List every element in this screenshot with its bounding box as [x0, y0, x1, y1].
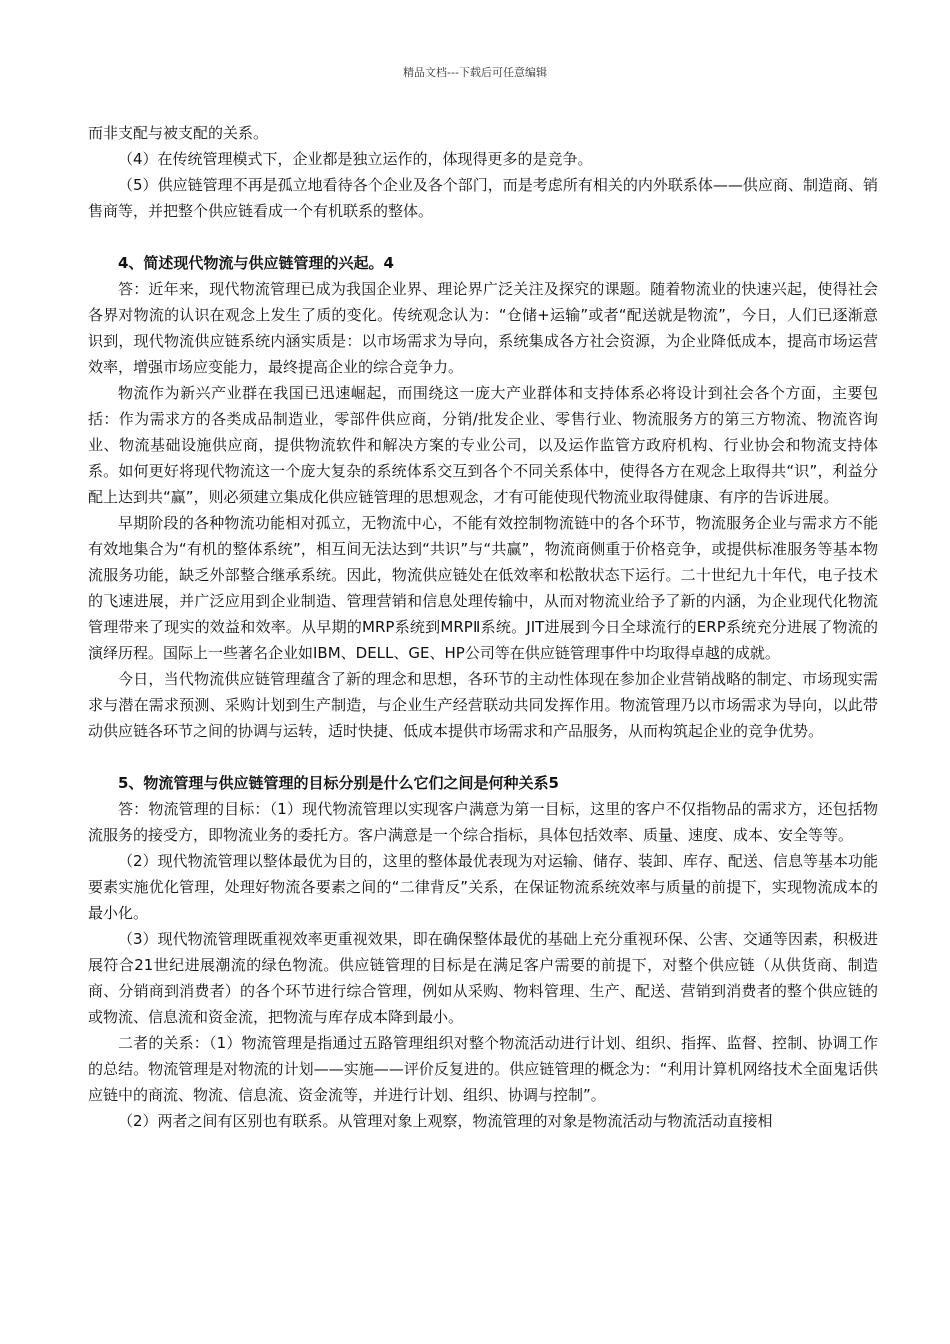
page-header: 精品文档---下载后可任意编辑 [403, 66, 547, 79]
spacer [88, 224, 878, 250]
paragraph: 二者的关系：（1）物流管理是指通过五路管理组织对整个物流活动进行计划、组织、指挥、监督、控制、协调工作的总结。物流管理是对物流的计划——实施——评价反复进的。供应链管理的概念为：“利用计算机网络技术全面鬼话供应链中的商流、物流、信息流、资金流等，并进行计划、组织、协调与控制”。 [88, 1034, 878, 1104]
paragraph: 答：物流管理的目标：（1）现代物流管理以实现客户满意为第一目标，这里的客户不仅指物品的需求方，还包括物流服务的接受方，即物流业务的委托方。客户满意是一个综合指标，具体包括效率、质量、速度、成本、安全等等。 [88, 800, 878, 844]
paragraph: （4）在传统管理模式下，企业都是独立运作的，体现得更多的是竞争。 [118, 150, 593, 168]
paragraph: 物流作为新兴产业群在我国已迅速崛起，而围绕这一庞大产业群体和支持体系必将设计到社会各个方面，主要包括：作为需求方的各类成品制造业，零部件供应商，分销/批发企业、零售行业、物流服务方的第三方物流、物流咨询业、物流基础设施供应商，提供物流软件和解决方案的专业公司，以及运作监管方政府机构、行业协会和物流支持体系。如何更好将现代物流这一个庞大复杂的系统体系交互到各个不同关系体中，使得各方在观念上取得共“识”，利益分配上达到共“赢”，则必须建立集成化供应链管理的思想观念，才有可能使现代物流业取得健康、有序的告诉进展。 [88, 384, 878, 506]
paragraph: 答：近年来，现代物流管理已成为我国企业界、理论界广泛关注及探究的课题。随着物流业的快速兴起，使得社会各界对物流的认识在观念上发生了质的变化。传统观念认为：“仓储+运输”或者“配送就是物流”，今日，人们已逐渐意识到，现代物流供应链系统内涵实质是：以市场需求为导向，系统集成各方社会资源，为企业降低成本，提高市场运营效率，增强市场应变能力，最终提高企业的综合竞争力。 [88, 280, 878, 376]
paragraph: 而非支配与被支配的关系。 [88, 124, 269, 142]
section-heading-5: 5、物流管理与供应链管理的目标分别是什么它们之间是何种关系5 [118, 774, 559, 792]
paragraph: （5）供应链管理不再是孤立地看待各个企业及各个部门，而是考虑所有相关的内外联系体——供应商、制造商、销售商等，并把整个供应链看成一个有机联系的整体。 [88, 176, 878, 220]
paragraph: （2）两者之间有区别也有联系。从管理对象上观察，物流管理的对象是物流活动与物流活动直接相 [118, 1112, 773, 1130]
paragraph: 今日，当代物流供应链管理蕴含了新的理念和思想，各环节的主动性体现在参加企业营销战略的制定、市场现实需求与潜在需求预测、采购计划到生产制造，与企业生产经营联动共同发挥作用。物流管理乃以市场需求为导向，以此带动供应链各环节之间的协调与运转，适时快捷、低成本提供市场需求和产品服务，从而构筑起企业的竞争优势。 [88, 670, 878, 740]
spacer [88, 744, 878, 770]
document-body [88, 120, 878, 1134]
paragraph: 早期阶段的各种物流功能相对孤立，无物流中心，不能有效控制物流链中的各个环节，物流服务企业与需求方不能有效地集合为“有机的整体系统”，相互间无法达到“共识”与“共赢”，物流商侧重于价格竞争，或提供标准服务等基本物流服务功能，缺乏外部整合继承系统。因此，物流供应链处在低效率和松散状态下运行。二十世纪九十年代，电子技术的飞速进展，并广泛应用到企业制造、管理营销和信息处理传输中，从而对物流业给予了新的内涵，为企业现代化物流管理带来了现实的效益和效率。从早期的MRP系统到MRPⅡ系统。JIT进展到今日全球流行的ERP系统充分进展了物流的演绎历程。国际上一些著名企业如IBM、DELL、GE、HP公司等在供应链管理事件中均取得卓越的成就。 [88, 514, 878, 662]
paragraph: （3）现代物流管理既重视效率更重视效果，即在确保整体最优的基础上充分重视环保、公害、交通等因素，积极进展符合21世纪进展潮流的绿色物流。供应链管理的目标是在满足客户需要的前提下，对整个供应链（从供货商、制造商、分销商到消费者）的各个环节进行综合管理，例如从采购、物料管理、生产、配送、营销到消费者的整个供应链的或物流、信息流和资金流，把物流与库存成本降到最小。 [88, 930, 878, 1026]
section-heading-4: 4、简述现代物流与供应链管理的兴起。4 [118, 254, 394, 272]
paragraph: （2）现代物流管理以整体最优为目的，这里的整体最优表现为对运输、储存、装卸、库存、配送、信息等基本功能要素实施优化管理，处理好物流各要素之间的“二律背反”关系，在保证物流系统效率与质量的前提下，实现物流成本的最小化。 [88, 852, 878, 922]
